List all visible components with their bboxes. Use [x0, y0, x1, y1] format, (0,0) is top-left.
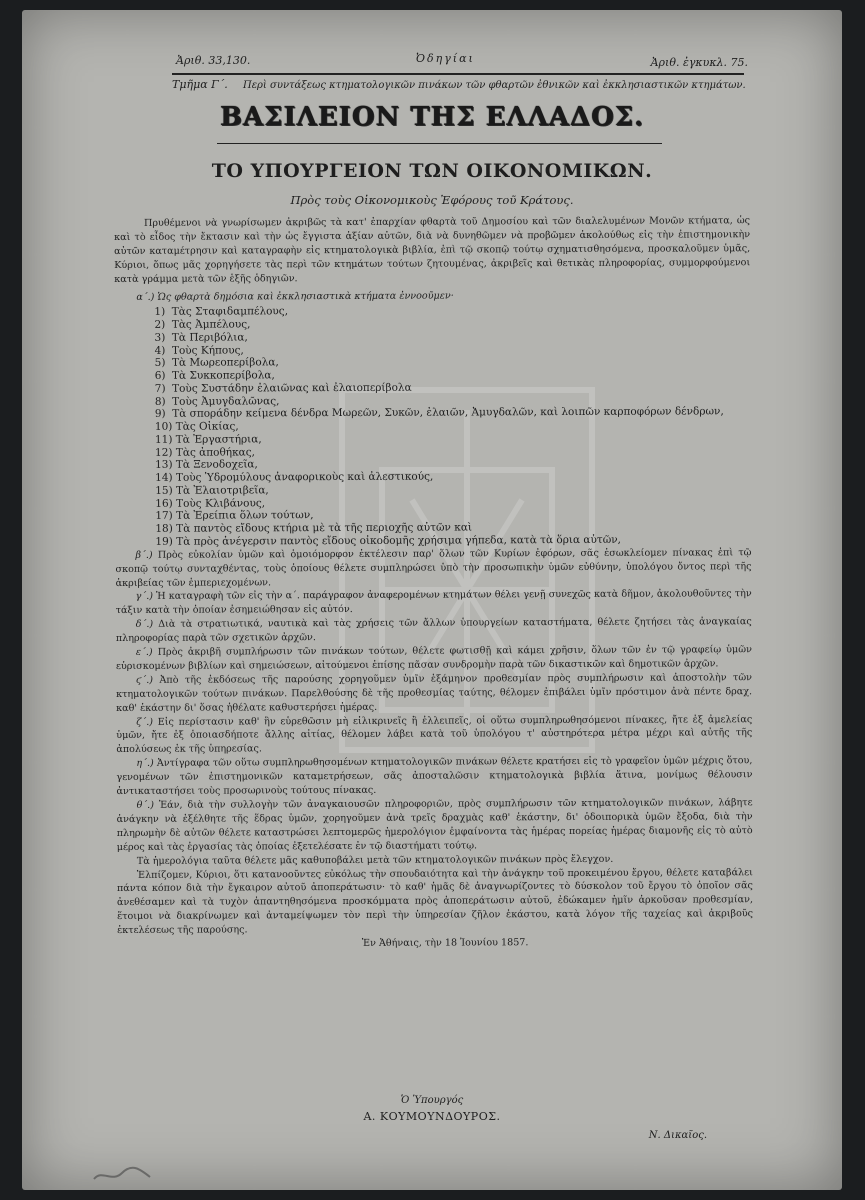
protocol-number: Ἀριθ. 33,130.	[176, 54, 251, 67]
list-item: 11) Τὰ Ἐργαστήρια,	[154, 433, 262, 446]
list-item: 12) Τὰς ἀποθήκας,	[155, 446, 255, 459]
instruction-paragraph: θ΄.) Ἐάν, διὰ τὴν συλλογὴν τῶν ἀναγκαιουσῶν πληροφοριῶν, πρὸς συμπλήρωσιν τῶν κτηματολογικῶν πινάκων, λάβητε ἀνάγκην νὰ ἐξέλθητε τῆς ἕδρας ὑμῶν, χορηγοῦμεν ἀνὰ τρεῖς δραχμὰς καθ' ἑκάστην, δι' ὁδοιπορικὰ ὑμῶν ἔξοδα, διὰ τὴν πληρωμὴν δὲ αὐτῶν θέλετε καταστρώσει λεπτομερῶς ἡμερολόγιον ἐμφαίνοντα τὰς ἡμέρας πορείας ἡμέρας διαμονῆς εἰς τὸ αὐτὸ μέρος καὶ τὰς ἐργασίας τὰς ὁποίας ἐξετελέσατε ἐν τῷ διαστήματι τούτῳ.	[116, 797, 753, 853]
instruction-paragraph: ζ΄.) Εἰς περίστασιν καθ' ἣν εὑρεθῶσιν μὴ εἰλικρινεῖς ἢ ἐλλειπεῖς, οἱ οὕτω συμπληρωθησόμενοι πίνακες, ἤτε ἐξ ἀμελείας ὑμῶν, ἤτε ἐξ ὁποιασδήποτε ἄλλης αἰτίας, θέλομεν λάβει κατὰ τοῦ ὑπολόγου τ' αὐστηρότερα μέτρα μέχρι καὶ αὐτῆς τῆς ἀπολύσεως ἐκ τῆς ὑπηρεσίας.	[116, 713, 753, 756]
instruction-paragraph: δ΄.) Διὰ τὰ στρατιωτικά, ναυτικὰ καὶ τὰς χρήσεις τῶν ἄλλων ὑπουργείων καταστήματα, θέλετε ζητήσει τὰς ἀναγκαίας πληροφορίας παρὰ τῶν σχετικῶν ἀρχῶν.	[115, 616, 752, 645]
list-item: 2) Τὰς Ἀμπέλους,	[154, 318, 251, 332]
closing-paragraph: Τὰ ἡμερολόγια ταῦτα θέλετε μᾶς καθυποβάλει μετὰ τῶν κτηματολογικῶν πινάκων πρὸς ἔλεγχον.	[136, 853, 614, 867]
list-item: 5) Τὰ Μωρεοπερίβολα,	[154, 356, 279, 370]
ink-mark	[92, 1165, 152, 1185]
document-page	[22, 10, 842, 1190]
list-item: 17) Τὰ Ἐρείπια ὅλων τούτων,	[155, 509, 314, 523]
heading-rule	[217, 143, 662, 144]
list-item: 16) Τοὺς Κλιβάνους,	[155, 497, 266, 510]
series-title: Ὀδηγίαι	[416, 52, 475, 65]
addressee-line: Πρὸς τοὺς Οἰκονομικοὺς Ἐφόρους τοῦ Κράτους.	[290, 193, 574, 207]
ministry-heading: ΤΟ ΥΠΟΥΡΓΕΙΟΝ ΤΩΝ ΟΙΚΟΝΟΜΙΚΩΝ.	[211, 160, 653, 182]
list-item: 13) Τὰ Ξενοδοχεῖα,	[155, 458, 258, 472]
list-item: 14) Τοὺς Ὑδρομύλους ἀναφορικοὺς καὶ ἀλεστικούς,	[155, 470, 434, 485]
header-rule	[172, 73, 744, 75]
list-item: 6) Τὰ Συκκοπερίβολα,	[154, 369, 275, 383]
list-item: 1) Τὰς Σταφιδαμπέλους,	[154, 305, 289, 319]
header-row	[146, 48, 752, 70]
instruction-paragraph: ε΄.) Πρὸς ἀκριβῆ συμπλήρωσιν τῶν πινάκων τούτων, θέλετε φωτισθῇ καὶ κάμει χρῆσιν, ὅλων τῶν ἐν τῷ γραφείῳ ὑμῶν εὑρισκομένων βιβλίων καὶ σημειώσεων, αἰτούμενοι ἐπίσης πᾶσαν συνδρομὴν παρὰ τῶν δικαστικῶν καὶ δημοτικῶν ἀρχῶν.	[115, 644, 752, 672]
list-item: 8) Τοὺς Ἀμυγδαλῶνας,	[154, 394, 280, 408]
list-heading: α΄.) Ὡς φθαρτὰ δημόσια καὶ ἐκκλησιαστικὰ κτήματα ἐννοοῦμεν·	[136, 290, 454, 303]
kingdom-heading: ΒΑΣΙΛΕΙΟΝ ΤΗΣ ΕΛΛΑΔΟΣ.	[219, 102, 645, 132]
instruction-paragraph: β΄.) Πρὸς εὐκολίαν ὑμῶν καὶ ὁμοιόμορφον ἐκτέλεσιν παρ' ὅλων τῶν Κυρίων ἐφόρων, σᾶς ἐσωκλείομεν πίνακας ἐπὶ τῷ σκοπῷ τούτῳ συνταχθέντας, τοὺς ὁποίους θέλετε συμπληρώσει ὑπὸ τὴν προσωπικὴν ὑμῶν εὐθύνην, ὑπολόγου ὄντος περὶ τῆς ἀκριβείας τῶν ἐμπεριεχομένων.	[115, 546, 752, 589]
list-item: 4) Τοὺς Κήπους,	[154, 344, 244, 357]
intro-paragraph: Πρυθέμενοι νὰ γνωρίσωμεν ἀκριβῶς τὰ κατ' ἐπαρχίαν φθαρτὰ τοῦ Δημοσίου καὶ τῶν διαλελυμένων Μονῶν κτήματα, ὡς καὶ τὸ εἶδος τὴν ἔκτασιν καὶ τὴν ὡς ἔγγιστα ἀξίαν αὐτῶν, διὰ νὰ δυνηθῶμεν νὰ προβῶμεν ἀκολούθως εἰς τὴν ἐπιστημονικὴν αὐτῶν καταμέτρησιν καὶ καταγραφὴν εἰς κτηματολογικὰ βιβλία, ἐπὶ τῷ σκοπῷ τούτῳ σχηματισθησόμενα, προσκαλοῦμεν ὑμᾶς, Κύριοι, ὅπως μᾶς χορηγήσετε τὰς περὶ τῶν κτημάτων τούτων ζητουμένας, ἀκριβεῖς καὶ θετικὰς πληροφορίας, συμμορφούμενοι κατὰ γράμμα μετὰ τῶν ἑξῆς ὁδηγιῶν.	[114, 215, 751, 285]
list-item: 7) Τοὺς Συστάδην ἐλαιῶνας καὶ ἐλαιοπερίβολα	[154, 381, 412, 395]
instruction-paragraph: η΄.) Ἀντίγραφα τῶν οὕτω συμπληρωθησομένων κτηματολογικῶν πινάκων θέλετε κρατήσει εἰς τὸ γραφεῖον ὑμῶν μέχρις ὅτου, γενομένων τῶν ἐπιστημονικῶν καταμετρήσεων, σᾶς ἀποσταλῶσιν κτηματολογικὰ βιβλία ἅτινα, μονίμως θέλουσιν ἀντικαταστήσει τοὺς προσωρινοὺς τούτους πίνακας.	[116, 755, 753, 798]
signatory-title: Ὁ Ὑπουργός	[400, 1095, 464, 1106]
section-label: Τμῆμα Γ΄.	[172, 78, 228, 91]
instruction-paragraph: γ΄.) Ἡ καταγραφὴ τῶν εἰς τὴν α΄. παράγραφον ἀναφερομένων κτημάτων θέλει γενῇ συνεχῶς κατὰ δῆμον, ἀκολουθοῦντες τὴν τάξιν κατὰ τὴν ὁποίαν ἐσημειώθησαν εἰς αὐτόν.	[115, 588, 752, 617]
instruction-paragraph: ϛ΄.) Ἀπὸ τῆς ἐκδόσεως τῆς παρούσης χορηγοῦμεν ὑμῖν ἑξάμηνον προθεσμίαν πρὸς συμπλήρωσιν καὶ ἀποστολὴν τῶν κτηματολογικῶν τούτων πινάκων. Παρελθούσης δὲ τῆς προθεσμίας ταύτης, θέλομεν ἐπιβάλει ὑμῖν πρόστιμον ἀνὰ πέντε δραχ. καθ' ἑκάστην δι' ὅσας ἠθέλατε καθυστερήσει ἡμέρας.	[116, 672, 753, 714]
letter-body	[114, 214, 753, 952]
circular-number: Ἀριθ. ἐγκυκλ. 75.	[650, 56, 748, 69]
list-item: 9) Τὰ σποράδην κείμενα δένδρα Μωρεῶν, Συκῶν, ἐλαιῶν, Ἀμυγδαλῶν, καὶ λοιπῶν καρποφόρων δένδρων,	[154, 405, 724, 421]
list-item: 15) Τὰ Ἐλαιοτριβεῖα,	[155, 484, 269, 497]
subject-text: Περὶ συντάξεως κτηματολογικῶν πινάκων τῶν φθαρτῶν ἐθνικῶν καὶ ἐκκλησιαστικῶν κτημάτων.	[242, 80, 746, 91]
list-item: 18) Τὰ παντὸς εἴδους κτήρια μὲ τὰ τῆς περιοχῆς αὐτῶν καὶ	[155, 521, 473, 536]
signatory-name: Α. ΚΟΥΜΟΥΝΔΟΥΡΟΣ.	[363, 1110, 501, 1123]
countersignature: Ν. Δικαῖος.	[648, 1130, 707, 1141]
subject-line	[172, 78, 744, 91]
closing-paragraph: Ἐλπίζομεν, Κύριοι, ὅτι κατανοοῦντες εὐκόλως τὴν σπουδαιότητα καὶ τὴν ἀνάγκην τοῦ προκειμένου ἔργου, θέλετε καταβάλει πάντα κόπον διὰ τὴν ἔγκαιρον αὐτοῦ ἀποπεράτωσιν· τὸ καθ' ἡμᾶς δὲ ἀναγνωρίζοντες τὸ δύσκολον τοῦ ἔργου τὸ ὁποῖον σᾶς ἀνεθέσαμεν καὶ τὰ τυχὸν ἀπαντηθησόμενα προσκόμματα πρὸς ἀποπεράτωσιν αὐτοῦ, ἐδώκαμεν ἡμῖν ἀρκοῦσαν προθεσμίαν, ἕτοιμοι νὰ διακρίνωμεν καὶ ἀνταμείψωμεν τὸν περὶ τὴν ὑπηρεσίαν ζῆλον ἑκάστου, κατὰ λόγον τῆς ταχείας καὶ ἀκριβοῦς ἐκτελέσεως τῆς παρούσης.	[116, 866, 754, 937]
list-item: 3) Τὰ Περιβόλια,	[154, 331, 248, 344]
list-item: 19) Τὰ πρὸς ἀνέγερσιν παντὸς εἴδους οἰκοδομῆς χρήσιμα γήπεδα, κατὰ τὰ ὅρια αὐτῶν,	[155, 533, 622, 548]
dateline: Ἐν Ἀθήναις, τὴν 18 Ἰουνίου 1857.	[361, 937, 529, 949]
property-list	[114, 304, 751, 549]
list-item: 10) Τὰς Οἰκίας,	[154, 420, 239, 434]
